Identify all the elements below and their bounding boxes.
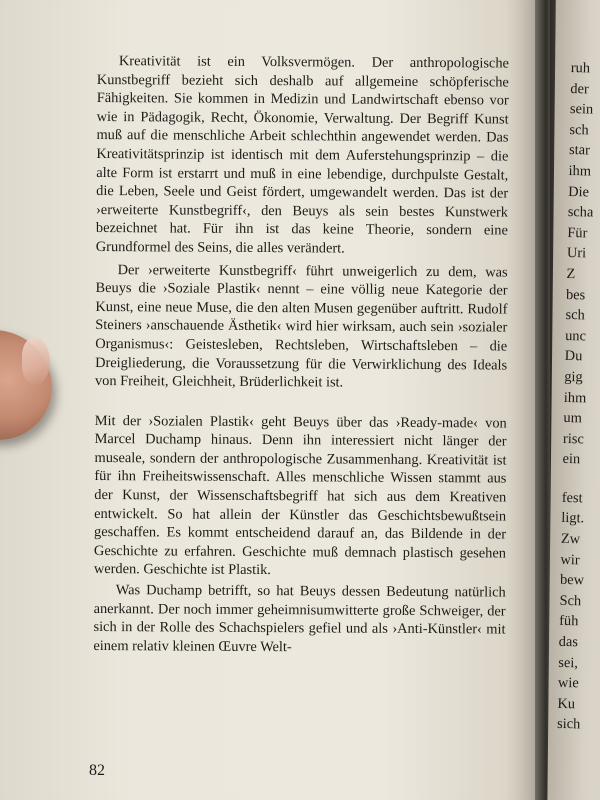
facing-page-fragment: wir [560, 551, 580, 568]
facing-page-fragment: das [558, 633, 579, 651]
paragraph-4: Was Duchamp betrifft, so hat Beuys dessen Bedeutung natürlich anerkannt. Der noch immer geheimnisumwitterte große Schweiger, der sich in der Rolle des Schachspielers gefiel und als ›Anti-Künstler‹ mit einem relativ kleinen Œuvre Welt- [93, 582, 506, 656]
facing-page-fragment: sei, [558, 654, 579, 671]
facing-page-fragment: Z [566, 265, 576, 283]
facing-page-fragment: scha [567, 204, 594, 221]
page-number: 82 [89, 762, 105, 779]
facing-page-fragment: Sch [559, 592, 582, 610]
facing-page-fragment: füh [559, 613, 579, 630]
facing-page-fragment: sich [556, 716, 581, 733]
facing-page-fragment: sein [569, 101, 594, 118]
facing-page-fragment: unc [565, 327, 587, 345]
facing-page-fragment: gig [564, 368, 583, 386]
paragraph-3: Mit der ›Sozialen Plastik‹ geht Beuys über das ›Ready-made‹ von Marcel Duchamp hinaus. Denn ihn interessiert nicht länger der museale, sondern der anthropologische Zusammenhang. Kreativität ist für ihn Freiheitswissenschaft. Alles menschliche Wissen stammt aus der Kunst, der Wissenschaftsbegriff hat sich aus dem Kreativen entwickelt. So hat allein der Künstler das Geschichtsbewußtsein geschaffen. Es kommt entscheidend darauf an, das Bildende in der Geschichte zu erfahren. Geschichte muß demnach plastisch gesehen werden. Geschichte ist Plastik. [93, 412, 507, 579]
facing-page-fragment: risc [562, 430, 584, 448]
facing-page-fragment: sch [565, 307, 585, 324]
facing-page-fragment: Für [567, 224, 588, 242]
thumbnail-nail [22, 338, 50, 384]
facing-page-fragment: Uri [566, 245, 587, 262]
facing-page-fragment: ein [562, 451, 581, 468]
facing-page-fragment: bew [559, 572, 585, 589]
facing-page-fragment: wie [557, 675, 579, 692]
facing-page-fragment: fest [561, 489, 583, 507]
facing-page-fragment: ihm [563, 389, 587, 406]
facing-page-fragment: Du [564, 348, 583, 365]
facing-page-fragment: ruh [570, 59, 591, 77]
paragraph-2: Der ›erweiterte Kunstbegriff‹ führt unweigerlich zu dem, was Beuys die ›Soziale Plastik‹ nennt – eine völlig neue Kategorie der Kunst, eine neue Muse, die den alten Musen gegenüber auftritt. Rudolf Steiners ›anschauende Ästhetik‹ wird hier wirksam, auch sein ›sozialer Organismus‹: Geistesleben, Rechtsleben, Wirtschaftsleben – die Dreigliederung, die Voraussetzung für die Verwirklichung des Ideals von Freiheit, Gleichheit, Brüderlichkeit ist. [94, 261, 508, 391]
facing-page-fragment: Zw [560, 530, 581, 548]
body-text [93, 52, 509, 658]
fragment-gap [562, 470, 600, 489]
facing-page-fragment: ihm [568, 162, 592, 180]
facing-page-fragment: ligt. [561, 510, 585, 527]
facing-page-fragment: sch [569, 121, 589, 139]
facing-page-fragment: star [568, 142, 591, 159]
facing-page-fragment: der [570, 80, 589, 97]
paragraph-1: Kreativität ist ein Volksvermögen. Der anthropologische Kunstbegriff bezieht sich deshalb auf allgemeine schöpferische Fähigkeiten. Sie kommen in Medizin und Landwirtschaft ebenso vor wie in Pädagogik, Recht, Ökonomie, Verwaltung. Der Begriff Kunst muß auf die menschliche Arbeit schlechthin angewendet werden. Das Kreativitätsprinzip ist identisch mit dem Auferstehungsprinzip – die alte Form ist erstarrt und muß in eine lebendige, durchpulste Gestalt, die Leben, Seele und Geist fördert, umgewandelt werden. Das ist der ›erweiterte Kunstbegriff‹, den Beuys als sein bestes Kunstwerk bezeichnet hat. Für ihn ist das keine Theorie, sondern eine Grundformel des Seins, die alles verändert. [95, 53, 509, 257]
facing-page-fragment: um [563, 410, 583, 427]
facing-page-fragment: bes [565, 286, 586, 303]
facing-page-fragment: Die [568, 183, 590, 200]
facing-page-fragment: Ku [557, 695, 576, 713]
